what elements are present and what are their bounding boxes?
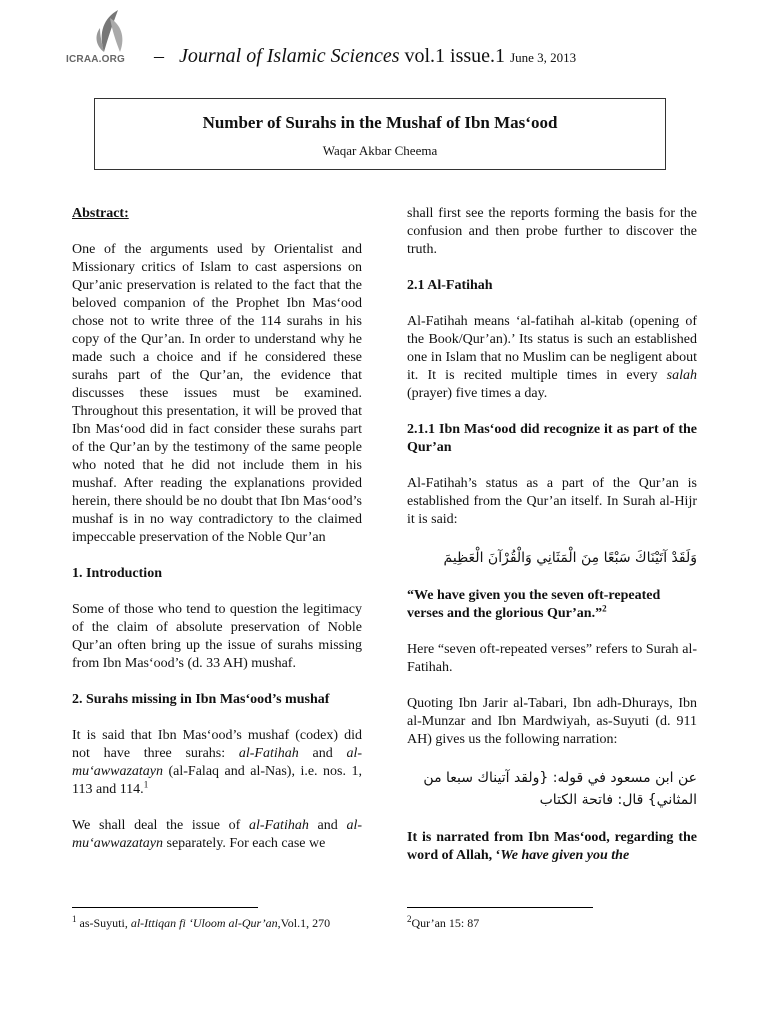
verse-translation [407, 587, 697, 623]
text-span: separately. For each case we [163, 836, 326, 851]
footnote-ref-2[interactable]: 2 [602, 603, 607, 614]
right-column [407, 205, 697, 883]
arabic-verse: وَلَقَدْ آتَيْنَاكَ سَبْعًا مِنَ الْمَثَانِي وَالْقُرْآنَ الْعَظِيمَ [443, 550, 697, 566]
text-span: (prayer) five times a day. [407, 386, 548, 401]
article-author: Waqar Akbar Cheema [322, 143, 438, 158]
italic-term: al-mu‘awwazatayn [72, 818, 362, 851]
article-title: Number of Surahs in the Mushaf of Ibn Mas‘ood [202, 113, 558, 132]
journal-header [154, 45, 576, 68]
icraa-logo [66, 8, 142, 68]
italic-term: al-Ittiqan fi ‘Uloom al-Qur’an [130, 916, 278, 930]
intro-text: Some of those who tend to question the legitimacy of the claim of absolute preservation of Noble Qur’an often bring up the issue of surahs missing from Ibn Mas‘ood’s (d. 33 AH) mushaf. [72, 602, 362, 671]
italic-term: salah [666, 368, 697, 383]
journal-volume: vol.1 issue.1 [404, 45, 506, 67]
italic-term: al-mu‘awwazatayn [72, 746, 362, 779]
text-span: Qur’an 15: 87 [411, 916, 480, 930]
title-box [94, 98, 666, 170]
text-span: ,Vol.1, 270 [277, 916, 331, 930]
italic-term: al-Fatihah [238, 746, 299, 761]
narrated-text [407, 829, 697, 865]
quoting-text: Quoting Ibn Jarir al-Tabari, Ibn adh-Dhurays, Ibn al-Munzar and Ibn Mardwiyah, as-Suyuti (d. 911 AH) gives us the following narration: [407, 696, 697, 747]
text-span: and [308, 818, 347, 833]
section21-text [407, 313, 697, 403]
text-span: It is narrated from Ibn Mas‘ood, regarding the word of Allah, ‘ [407, 830, 697, 863]
section2-heading: 2. Surahs missing in Ibn Mas‘ood’s mushaf [72, 692, 330, 707]
text-span: Al-Fatihah means ‘al-fatihah al-kitab (opening of the Book/Qur’an).’ Its status is such an established one in Islam that no Muslim can be negligent about it. It is recited multiple times in every [407, 314, 697, 383]
section211-text: Al-Fatihah’s status as a part of the Qur’an is established from the Qur’an itself. In Surah al-Hijr it is said: [407, 476, 697, 527]
text-span: It is said that Ibn Mas‘ood’s mushaf (codex) did not have three surahs: [72, 728, 362, 761]
abstract-text: One of the arguments used by Orientalist and Missionary critics of Islam to cast aspersions on Qur’anic preservation is related to the fact that the beloved companion of the Prophet Ibn Mas‘ood chose not to write three of the 114 surahs in his copy of the Qur’an. In order to understand why he made such a choice and if he considered these surahs part of the Qur’an, the evidence that discusses these issues must be examined. Throughout this presentation, it will be proved that Ibn Mas‘ood did in fact consider these surahs part of the Qur’an by the testimony of the same people who noted that he did not include them in his mushaf. After reading the explanations provided herein, there should be no doubt that Ibn Mas‘ood’s mushaf is in no way contradictory to the claimed impeccable preservation of the Noble Qur’an [72, 242, 362, 545]
abstract-heading: Abstract: [72, 206, 129, 221]
footnote-divider-left [72, 907, 258, 908]
section211-heading: 2.1.1 Ibn Mas‘ood did recognize it as part of the Qur’an [407, 422, 697, 455]
text-span: We shall deal the issue of [72, 818, 249, 833]
arabic-narration: عن ابن مسعود في قوله: {ولقد آتيناك سبعا من المثاني} قال: فاتحة الكتاب [423, 770, 697, 808]
journal-name: Journal of Islamic Sciences [179, 45, 400, 67]
section21-heading: 2.1 Al-Fatihah [407, 278, 493, 293]
footnote-number: 1 [72, 914, 77, 924]
leaf-logo-icon [90, 8, 130, 54]
here-text: Here “seven oft-repeated verses” refers to Surah al-Fatihah. [407, 642, 697, 675]
left-column [72, 205, 362, 871]
header-dash: – [154, 45, 164, 67]
intro-heading: 1. Introduction [72, 566, 162, 581]
logo-text: ICRAA.ORG [66, 54, 126, 65]
italic-term: We have given you the [500, 848, 630, 863]
text-span: (al-Falaq and al-Nas), i.e. nos. 1, 113 and 114. [72, 764, 362, 797]
text-span: as-Suyuti, [76, 916, 131, 930]
continuation-text: shall first see the reports forming the basis for the confusion and then probe further to discover the truth. [407, 206, 697, 257]
section2-paragraph-1 [72, 727, 362, 799]
text-span: and [298, 746, 347, 761]
footnote-ref-1[interactable]: 1 [143, 779, 149, 790]
footnote-divider-right [407, 907, 593, 908]
footnote-1 [72, 916, 330, 931]
footnote-number: 2 [407, 914, 412, 924]
italic-term: al-Fatihah [248, 818, 309, 833]
journal-date: June 3, 2013 [510, 50, 577, 65]
footnote-2 [407, 916, 479, 931]
text-span: “We have given you the seven oft-repeated verses and the glorious Qur’an.” [407, 588, 661, 621]
section2-paragraph-2 [72, 817, 362, 853]
